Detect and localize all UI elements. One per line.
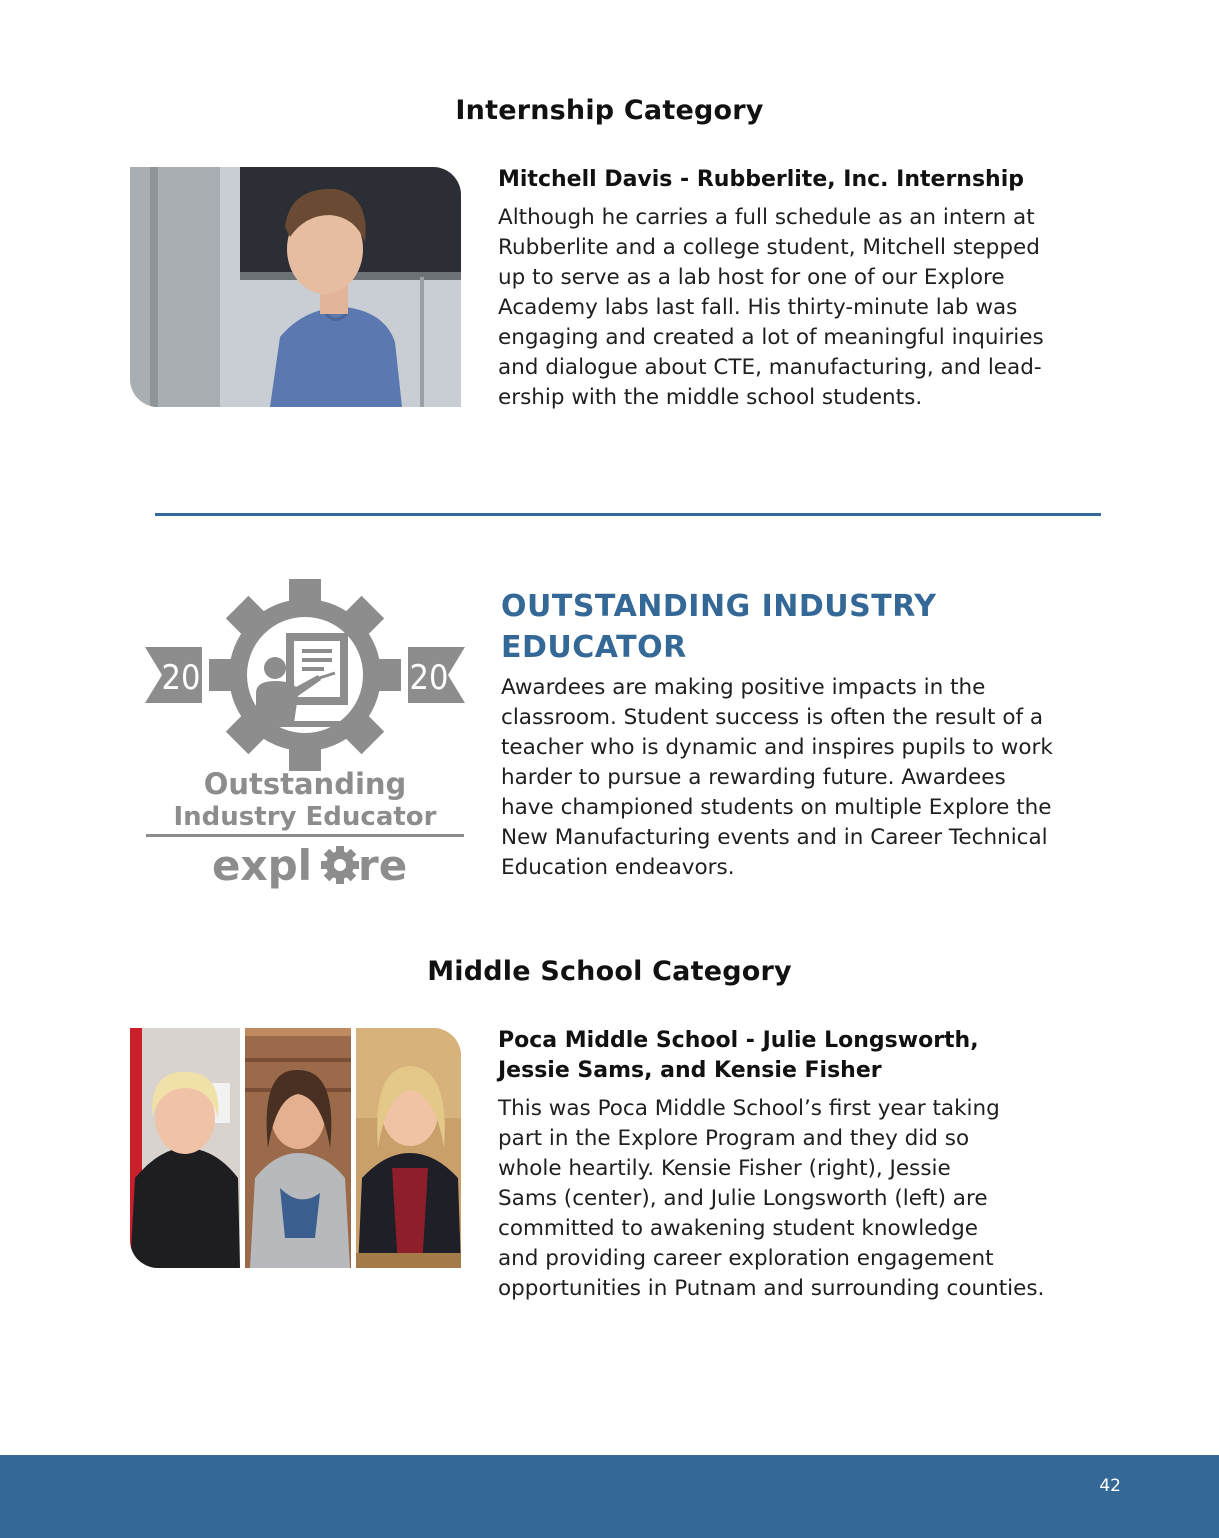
internship-category-heading: Internship Category [455,95,764,126]
page-number: 42 [1099,1476,1121,1496]
text-line: up to serve as a lab host for one of our Explore [498,265,1005,290]
text-line: New Manufacturing events and in Career Technical [501,825,1048,850]
middle-school-description [498,1094,1158,1304]
section-divider [155,513,1101,516]
text-line: Sams (center), and Julie Longsworth (left) are [498,1186,988,1211]
award-title-line2: EDUCATOR [501,630,687,665]
logo-brand-post: re [358,841,408,890]
award-description [501,673,1161,883]
text-line: Awardees are making positive impacts in the [501,675,986,700]
text-line: and dialogue about CTE, manufacturing, and lead- [498,355,1042,380]
text-line: This was Poca Middle School’s first year taking [498,1096,1000,1121]
award-title-line1: OUTSTANDING INDUSTRY [501,589,937,624]
text-line: Although he carries a full schedule as an intern at [498,205,1035,230]
text-line: part in the Explore Program and they did so [498,1126,970,1151]
text-line: and providing career exploration engagement [498,1246,994,1271]
internship-description [498,203,1158,413]
text-line: engaging and created a lot of meaningful inquiries [498,325,1044,350]
teachers-photo-collage [130,1028,461,1268]
text-line: Education endeavors. [501,855,735,880]
text-line: whole heartily. Kensie Fisher (right), Jessie [498,1156,951,1181]
text-line: Academy labs last fall. His thirty-minute lab was [498,295,1018,320]
award-title [501,586,936,668]
award-badge-graphic [140,575,470,900]
awardee-name-line2: Jessie Sams, and Kensie Fisher [498,1058,882,1083]
year-left: 20 [161,658,201,698]
text-line: classroom. Student success is often the result of a [501,705,1044,730]
middle-school-awardee-names [498,1026,979,1086]
logo-brand-pre: expl [212,841,313,890]
footer-band [0,1455,1219,1538]
logo-line2: Industry Educator [173,802,437,832]
text-line: teacher who is dynamic and inspires pupils to work [501,735,1053,760]
text-line: ership with the middle school students. [498,385,923,410]
logo-line1: Outstanding [203,767,407,801]
text-line: Rubberlite and a college student, Mitchell stepped [498,235,1040,260]
text-line: opportunities in Putnam and surrounding counties. [498,1276,1045,1301]
mitchell-photo-illustration [130,167,461,407]
awardee-name-line1: Poca Middle School - Julie Longsworth, [498,1028,979,1053]
internship-awardee-name: Mitchell Davis - Rubberlite, Inc. Internship [498,167,1025,192]
outstanding-industry-educator-logo [140,575,470,900]
year-right: 20 [409,658,449,698]
poca-teachers-photo [130,1028,461,1268]
text-line: harder to pursue a rewarding future. Awardees [501,765,1006,790]
text-line: committed to awakening student knowledge [498,1216,978,1241]
middle-school-category-heading: Middle School Category [427,956,792,987]
mitchell-davis-photo [130,167,461,407]
brand-gear-icon [321,846,359,884]
text-line: have championed students on multiple Explore the [501,795,1052,820]
